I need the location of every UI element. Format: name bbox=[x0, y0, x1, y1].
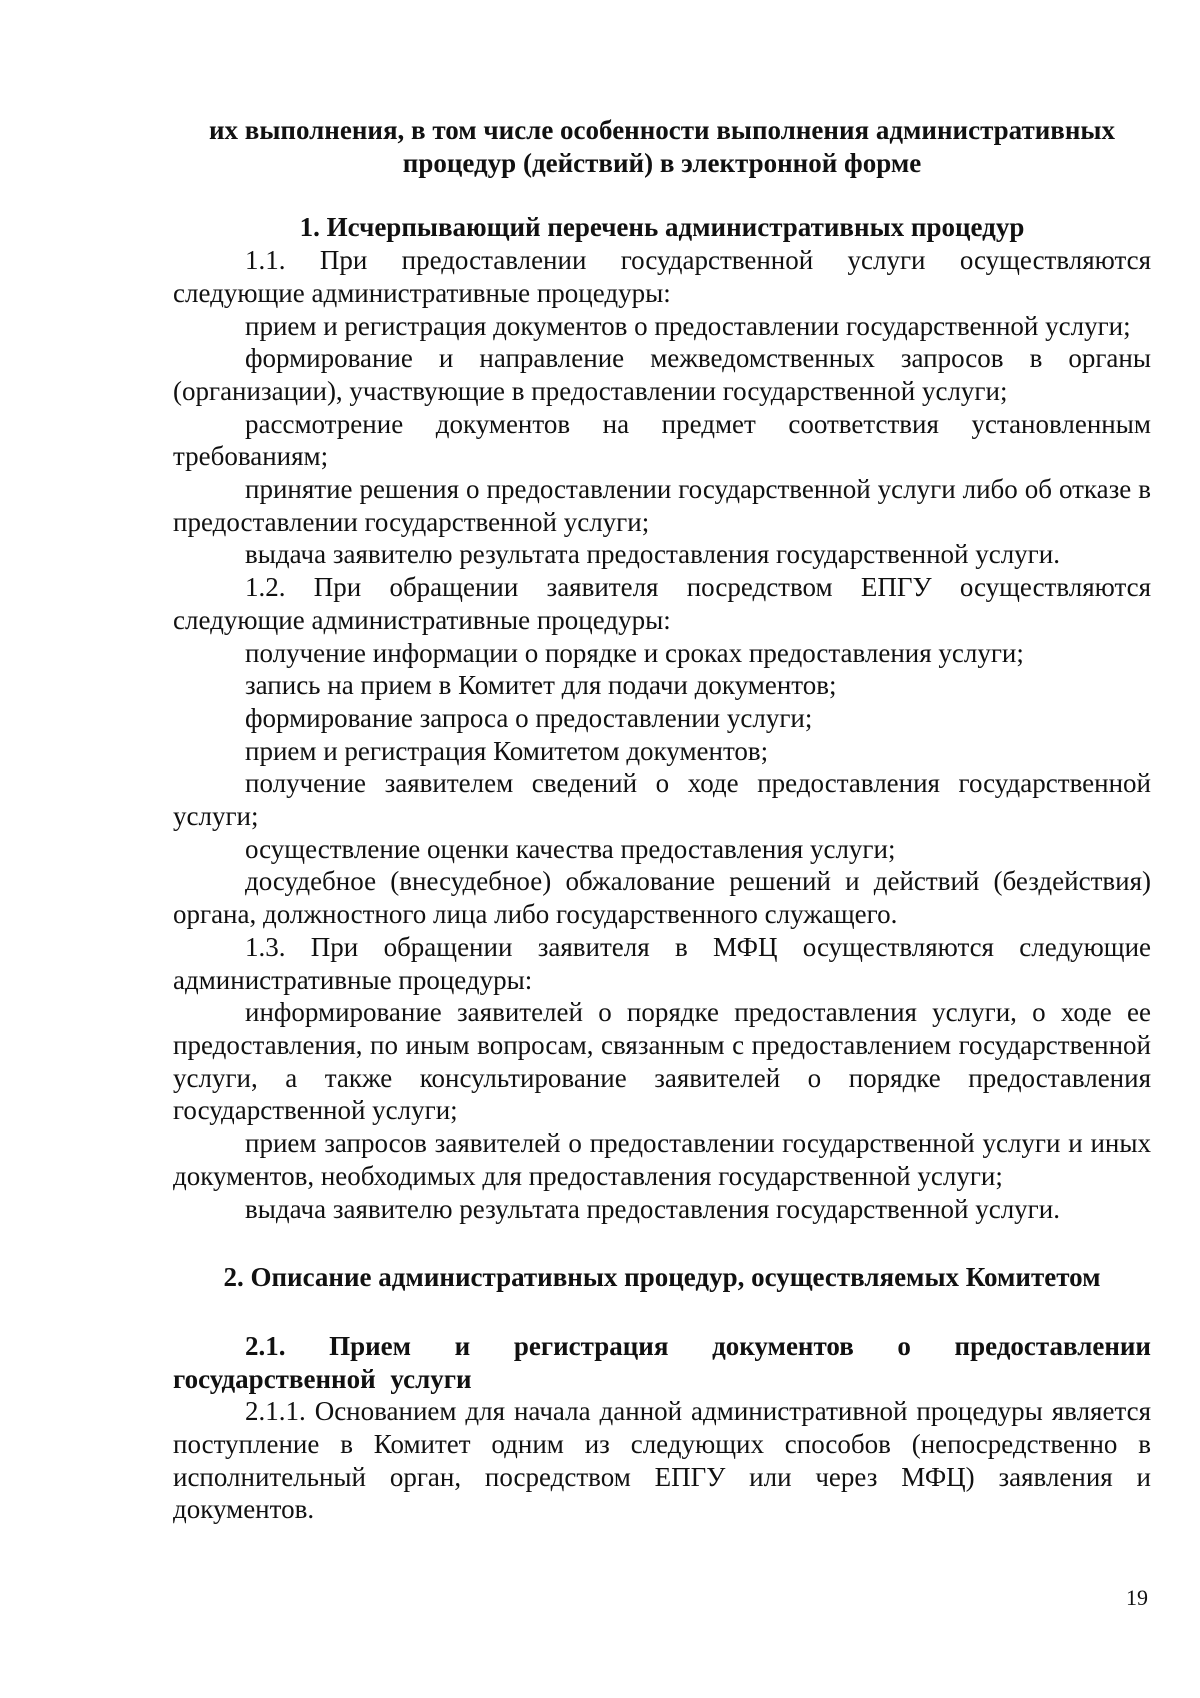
list-item: получение информации о порядке и сроках предоставления услуги; bbox=[245, 637, 1024, 668]
document-page bbox=[173, 114, 1151, 1526]
list-item: получение заявителем сведений о ходе предоставления государственной услуги; bbox=[173, 768, 1151, 832]
section-1-heading: 1. Исчерпывающий перечень административных процедур bbox=[299, 212, 1025, 243]
paragraph-2-1-1: 2.1.1. Основанием для начала данной административной процедуры является поступление в Комитет одним из следующих способов (непосредственно в исполнительный орган, посредством ЕПГУ или через МФЦ) заявления и документов. bbox=[173, 1396, 1151, 1525]
list-item: формирование и направление межведомственных запросов в органы (организации), участвующие в предоставлении государственной услуги; bbox=[173, 343, 1151, 406]
list-item: рассмотрение документов на предмет соответствия установленным требованиям; bbox=[173, 408, 1151, 472]
subsection-2-1-heading: 2.1. Прием и регистрация документов о предоставлении государственной услуги bbox=[173, 1330, 1151, 1394]
title-continuation: их выполнения, в том числе особенности выполнения административных процедур (действий) в электронной форме bbox=[208, 115, 1116, 178]
paragraph-1-2: 1.2. При обращении заявителя посредством ЕПГУ осуществляются следующие административные процедуры: bbox=[173, 572, 1151, 635]
list-item: принятие решения о предоставлении государственной услуги либо об отказе в предоставлении государственной услуги; bbox=[173, 474, 1151, 537]
list-item: формирование запроса о предоставлении услуги; bbox=[245, 702, 813, 733]
paragraph-1-3: 1.3. При обращении заявителя в МФЦ осуществляются следующие административные процедуры: bbox=[173, 931, 1151, 995]
section-2-heading: 2. Описание административных процедур, осуществляемых Комитетом bbox=[223, 1262, 1101, 1293]
page-number: 19 bbox=[1126, 1585, 1148, 1610]
list-item: выдача заявителю результата предоставления государственной услуги. bbox=[245, 1193, 1060, 1224]
paragraph-1-1: 1.1. При предоставлении государственной услуги осуществляются следующие административные процедуры: bbox=[173, 245, 1151, 308]
list-item: информирование заявителей о порядке предоставления услуги, о ходе ее предоставления, по иным вопросам, связанным с предоставлением государственной услуги, а также консультирование заявителей о порядке предоставления государственной услуги; bbox=[173, 997, 1151, 1126]
list-item: выдача заявителю результата предоставления государственной услуги. bbox=[245, 539, 1060, 570]
list-item: прием и регистрация документов о предоставлении государственной услуги; bbox=[245, 310, 1131, 341]
list-item: досудебное (внесудебное) обжалование решений и действий (бездействия) органа, должностного лица либо государственного служащего. bbox=[173, 866, 1151, 930]
list-item: прием и регистрация Комитетом документов; bbox=[245, 735, 769, 766]
list-item: прием запросов заявителей о предоставлении государственной услуги и иных документов, необходимых для предоставления государственной услуги; bbox=[173, 1128, 1151, 1191]
list-item: запись на прием в Комитет для подачи документов; bbox=[245, 670, 837, 701]
list-item: осуществление оценки качества предоставления услуги; bbox=[245, 833, 896, 864]
